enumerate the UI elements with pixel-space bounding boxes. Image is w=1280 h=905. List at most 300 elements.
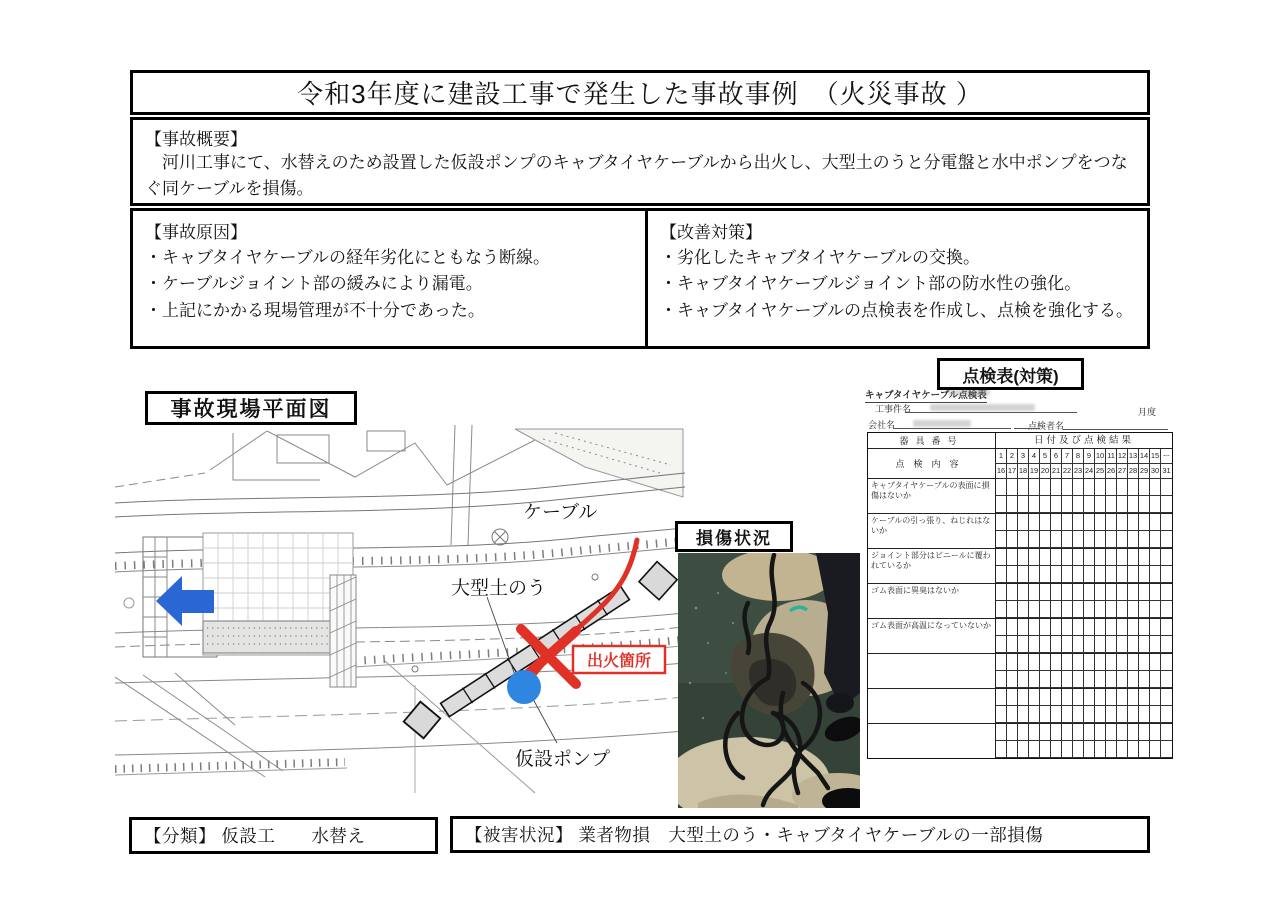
result-cell [1051, 724, 1062, 741]
result-cell [1117, 514, 1128, 531]
result-cell [1062, 584, 1073, 601]
result-cell [1161, 531, 1172, 548]
result-cell [1084, 741, 1095, 758]
fire-point-label: 出火箇所 [586, 653, 652, 670]
inspection-days-header-row [868, 449, 1172, 479]
result-cell [1139, 741, 1150, 758]
result-cell [1007, 654, 1018, 671]
site-plan-label: 事故現場平面図 [170, 398, 332, 421]
day-cell: 15 [1150, 449, 1161, 464]
result-subrow [996, 479, 1172, 496]
result-cell [1150, 724, 1161, 741]
result-cell [1040, 566, 1051, 583]
result-cell [1128, 584, 1139, 601]
result-cell [1128, 636, 1139, 653]
result-cell [1062, 671, 1073, 688]
result-subrow [996, 654, 1172, 671]
result-cell [1095, 706, 1106, 723]
result-cell [1062, 689, 1073, 706]
result-cell [1040, 496, 1051, 513]
equipment-number-header: 器具番号 [868, 433, 996, 449]
result-cell [1051, 479, 1062, 496]
result-cell [1007, 531, 1018, 548]
inspection-label: 点検表(対策) [962, 366, 1059, 386]
result-cell [1007, 724, 1018, 741]
day-cell: ー [1161, 449, 1172, 464]
result-cell [1062, 496, 1073, 513]
result-cell [996, 479, 1007, 496]
result-cell [1117, 654, 1128, 671]
result-subrow [996, 636, 1172, 653]
result-cell [1095, 619, 1106, 636]
pump-leader-line [533, 699, 557, 743]
result-subrow [996, 601, 1172, 618]
result-cell [1051, 671, 1062, 688]
inspector-underline [1063, 429, 1168, 430]
result-cell [1084, 514, 1095, 531]
result-cell [1018, 671, 1029, 688]
result-cell [996, 549, 1007, 566]
result-cell [1018, 566, 1029, 583]
day-cell: 17 [1007, 464, 1018, 479]
result-cell [1062, 619, 1073, 636]
result-cell [1018, 724, 1029, 741]
result-cell [1106, 531, 1117, 548]
inspection-item-text [868, 654, 996, 688]
result-cell [1007, 706, 1018, 723]
result-cell [1084, 706, 1095, 723]
survey-symbols [412, 529, 598, 672]
result-cell [1161, 496, 1172, 513]
result-cell [1095, 496, 1106, 513]
result-cell [996, 514, 1007, 531]
day-cell: 26 [1106, 464, 1117, 479]
result-cell [1128, 689, 1139, 706]
result-cell [1095, 724, 1106, 741]
result-cell [1095, 741, 1106, 758]
result-subrow [996, 741, 1172, 758]
result-cell [1128, 601, 1139, 618]
result-cell [1007, 549, 1018, 566]
result-cell [1007, 636, 1018, 653]
day-cell: 12 [1117, 449, 1128, 464]
result-cell [1106, 689, 1117, 706]
result-cell [1106, 619, 1117, 636]
inspection-item-row [868, 549, 1172, 584]
result-cell [996, 601, 1007, 618]
result-cell [996, 724, 1007, 741]
inspection-item-text [868, 689, 996, 723]
result-cell [1106, 566, 1117, 583]
result-subrow [996, 584, 1172, 601]
result-cell [1117, 479, 1128, 496]
day-cell: 16 [996, 464, 1007, 479]
result-cell [1051, 689, 1062, 706]
result-cell [1139, 654, 1150, 671]
measures-item: ・キャブタイヤケーブルの点検表を作成し、点検を強化する。 [660, 300, 1133, 320]
result-cell [996, 706, 1007, 723]
day-cell: 6 [1051, 449, 1062, 464]
result-cell [1139, 706, 1150, 723]
result-cell [1139, 601, 1150, 618]
fire-point-label-box [573, 646, 665, 673]
result-subrow [996, 724, 1172, 741]
result-subrow [996, 706, 1172, 723]
result-cell [1073, 496, 1084, 513]
result-cell [1139, 566, 1150, 583]
result-cell [1084, 619, 1095, 636]
measures-item: ・劣化したキャブタイヤケーブルの交換。 [660, 248, 980, 267]
day-cell: 31 [1161, 464, 1172, 479]
result-cell [1128, 496, 1139, 513]
result-cell [1161, 601, 1172, 618]
result-cell [1007, 584, 1018, 601]
result-cell [1150, 601, 1161, 618]
result-cell [1073, 724, 1084, 741]
result-cell [1007, 601, 1018, 618]
result-cell [1073, 619, 1084, 636]
result-cell [1095, 671, 1106, 688]
result-cell [1106, 724, 1117, 741]
result-cell [1040, 706, 1051, 723]
result-cell [1073, 531, 1084, 548]
result-cell [1095, 636, 1106, 653]
result-cell [996, 531, 1007, 548]
measures-item: ・キャブタイヤケーブルジョイント部の防水性の強化。 [660, 274, 1082, 294]
result-cell [1117, 724, 1128, 741]
result-cell [1095, 514, 1106, 531]
result-cell [1018, 584, 1029, 601]
result-cell [1139, 479, 1150, 496]
day-cell: 9 [1084, 449, 1095, 464]
day-cell: 14 [1139, 449, 1150, 464]
result-cell [1018, 549, 1029, 566]
result-cell [1150, 479, 1161, 496]
result-cell [1018, 601, 1029, 618]
result-cell [1007, 741, 1018, 758]
cause-heading: 【事故原因】 [145, 223, 247, 242]
result-cell [1007, 566, 1018, 583]
result-subrow [996, 514, 1172, 531]
result-cell [1161, 671, 1172, 688]
result-cells [996, 514, 1172, 548]
result-cell [1018, 706, 1029, 723]
result-cell [1150, 689, 1161, 706]
result-cell [1040, 514, 1051, 531]
day-cell: 11 [1106, 449, 1117, 464]
cable-annotation: ケーブル [523, 502, 598, 523]
day-cell: 28 [1128, 464, 1139, 479]
result-cell [1007, 671, 1018, 688]
damage-status-box [450, 816, 1150, 853]
result-cell [1018, 636, 1029, 653]
inspection-label-box [937, 358, 1084, 390]
result-cell [1029, 531, 1040, 548]
improvement-measures-box [645, 208, 1150, 349]
result-cell [1106, 584, 1117, 601]
inspection-sheet-title: キャブタイヤケーブル点検表 [865, 387, 987, 403]
result-cell [1150, 654, 1161, 671]
day-row [996, 449, 1172, 464]
result-cell [1029, 566, 1040, 583]
result-cell [996, 671, 1007, 688]
date-result-header: 日付及び点検結果 [996, 433, 1172, 449]
result-cell [996, 566, 1007, 583]
result-subrow [996, 619, 1172, 636]
overview-heading: 【事故概要】 [145, 130, 247, 149]
result-cell [1161, 479, 1172, 496]
result-cell [1073, 601, 1084, 618]
day-cell: 22 [1062, 464, 1073, 479]
result-cell [1040, 619, 1051, 636]
result-cells [996, 584, 1172, 618]
result-subrow [996, 549, 1172, 566]
result-cell [1018, 689, 1029, 706]
inspector-field-label: 点検者名 [1028, 421, 1065, 431]
result-cell [1029, 619, 1040, 636]
result-cell [1018, 741, 1029, 758]
result-cell [1084, 549, 1095, 566]
result-cell [1117, 566, 1128, 583]
result-cell [1051, 619, 1062, 636]
result-cell [1073, 706, 1084, 723]
result-cell [1029, 636, 1040, 653]
overview-body: 河川工事にて、水替えのため設置した仮設ポンプのキャブタイヤケーブルから出火し、大型土のうと分電盤と水中ポンプをつなぐ同ケーブルを損傷。 [145, 153, 1128, 199]
result-cell [1029, 706, 1040, 723]
result-cell [1095, 584, 1106, 601]
day-cell: 13 [1128, 449, 1139, 464]
result-cell [1062, 706, 1073, 723]
result-cell [996, 741, 1007, 758]
project-name-field-label: 工事件名 [875, 404, 912, 414]
result-cell [1128, 741, 1139, 758]
day-cell: 10 [1095, 449, 1106, 464]
result-cell [1029, 479, 1040, 496]
result-cell [1073, 479, 1084, 496]
day-cell: 18 [1018, 464, 1029, 479]
result-cells [996, 724, 1172, 758]
damage-photo [678, 553, 860, 808]
result-cell [1029, 741, 1040, 758]
result-cells [996, 654, 1172, 688]
result-cell [1095, 549, 1106, 566]
day-row [996, 464, 1172, 479]
result-cell [1051, 741, 1062, 758]
result-cell [1029, 584, 1040, 601]
result-cell [1117, 636, 1128, 653]
cause-item: ・キャブタイヤケーブルの経年劣化にともなう断線。 [145, 248, 550, 267]
result-cell [1150, 531, 1161, 548]
result-cell [1106, 496, 1117, 513]
cause-item: ・上記にかかる現場管理が不十分であった。 [145, 300, 485, 320]
result-cells [996, 549, 1172, 583]
result-cell [1084, 531, 1095, 548]
day-cell: 7 [1062, 449, 1073, 464]
result-cell [1150, 741, 1161, 758]
result-cell [1139, 584, 1150, 601]
result-cell [1040, 584, 1051, 601]
result-cell [1139, 689, 1150, 706]
result-cell [1084, 601, 1095, 618]
result-cell [1095, 689, 1106, 706]
result-cell [1040, 741, 1051, 758]
result-cell [1073, 636, 1084, 653]
hatched-strip [330, 575, 356, 687]
day-cell: 24 [1084, 464, 1095, 479]
result-cell [1139, 724, 1150, 741]
measures-heading: 【改善対策】 [660, 223, 762, 242]
day-cell: 1 [996, 449, 1007, 464]
result-cell [1128, 479, 1139, 496]
result-cell [1161, 689, 1172, 706]
result-cell [1150, 566, 1161, 583]
result-cell [1106, 741, 1117, 758]
day-cell: 2 [1007, 449, 1018, 464]
result-cell [1051, 706, 1062, 723]
result-cell [1117, 601, 1128, 618]
result-cell [1062, 601, 1073, 618]
site-plan-drawing [115, 425, 685, 795]
result-cell [1128, 671, 1139, 688]
result-cell [1051, 636, 1062, 653]
result-cell [996, 689, 1007, 706]
day-cell: 21 [1051, 464, 1062, 479]
result-cell [1007, 619, 1018, 636]
month-field-label: 月度 [1138, 407, 1157, 417]
result-cell [1084, 479, 1095, 496]
result-cell [1161, 619, 1172, 636]
result-cell [1150, 549, 1161, 566]
inspection-item-row [868, 619, 1172, 654]
result-cell [1040, 601, 1051, 618]
result-cell [1073, 689, 1084, 706]
result-cell [1040, 531, 1051, 548]
result-cell [1051, 654, 1062, 671]
sandbag-annotation: 大型土のう [451, 578, 547, 599]
result-cells [996, 479, 1172, 513]
accident-cause-box [130, 208, 648, 349]
result-cell [996, 496, 1007, 513]
pump-circle-icon [507, 670, 541, 704]
result-cell [1040, 671, 1051, 688]
company-field-label: 会社名 [868, 420, 896, 430]
result-cell [1106, 549, 1117, 566]
result-cell [1128, 706, 1139, 723]
result-cell [1073, 671, 1084, 688]
result-cell [996, 619, 1007, 636]
result-cell [1007, 496, 1018, 513]
result-cell [1150, 496, 1161, 513]
inspection-item-row [868, 654, 1172, 689]
result-cell [1073, 584, 1084, 601]
damage-status-text: 【被害状況】 業者物損 大型土のう・キャブタイヤケーブルの一部損傷 [465, 825, 1044, 845]
result-cell [1040, 689, 1051, 706]
result-cell [996, 584, 1007, 601]
result-cell [1029, 724, 1040, 741]
result-cell [1095, 531, 1106, 548]
result-cell [1062, 479, 1073, 496]
result-cell [1018, 654, 1029, 671]
result-cell [1117, 741, 1128, 758]
damage-label-box [675, 521, 793, 552]
result-cell [1150, 619, 1161, 636]
accident-overview-box [130, 117, 1150, 206]
result-cell [1073, 514, 1084, 531]
result-cell [1062, 549, 1073, 566]
cause-item: ・ケーブルジョイント部の緩みにより漏電。 [145, 274, 483, 294]
document-title: 令和3年度に建設工事で発生した事故事例 （火災事故 ） [297, 79, 983, 109]
day-numbers [996, 449, 1172, 479]
result-cell [1040, 549, 1051, 566]
result-subrow [996, 689, 1172, 706]
result-cell [1073, 549, 1084, 566]
result-cells [996, 619, 1172, 653]
result-cell [1106, 601, 1117, 618]
result-cell [1150, 584, 1161, 601]
result-cell [996, 636, 1007, 653]
result-cell [1139, 514, 1150, 531]
result-cell [1117, 496, 1128, 513]
result-cell [1106, 479, 1117, 496]
result-cell [1040, 479, 1051, 496]
result-cell [1161, 636, 1172, 653]
result-cell [1051, 549, 1062, 566]
result-cell [1007, 689, 1018, 706]
result-cell [1029, 654, 1040, 671]
result-cell [1007, 479, 1018, 496]
result-cell [1161, 549, 1172, 566]
result-cell [1084, 654, 1095, 671]
result-cell [1062, 531, 1073, 548]
result-cell [1161, 741, 1172, 758]
result-cell [1007, 514, 1018, 531]
result-cell [1106, 514, 1117, 531]
result-cell [1051, 566, 1062, 583]
result-cell [1161, 514, 1172, 531]
result-subrow [996, 671, 1172, 688]
site-plan-label-box [145, 391, 357, 425]
result-cell [1128, 531, 1139, 548]
result-cell [1117, 619, 1128, 636]
result-cell [1040, 724, 1051, 741]
result-cell [1161, 566, 1172, 583]
inspection-item-row [868, 689, 1172, 724]
result-cell [1029, 549, 1040, 566]
inspection-item-text [868, 724, 996, 758]
result-cell [1106, 654, 1117, 671]
result-cell [1150, 671, 1161, 688]
result-cell [1018, 531, 1029, 548]
result-cell [1139, 671, 1150, 688]
result-cell [1161, 706, 1172, 723]
result-cell [1018, 479, 1029, 496]
result-cell [1117, 549, 1128, 566]
result-cell [1084, 689, 1095, 706]
result-subrow [996, 566, 1172, 583]
result-subrow [996, 531, 1172, 548]
result-cell [1062, 636, 1073, 653]
result-cell [1139, 496, 1150, 513]
result-subrow [996, 496, 1172, 513]
result-cell [996, 654, 1007, 671]
redacted-text [913, 420, 971, 427]
inspection-grid [867, 432, 1173, 759]
result-cell [1139, 636, 1150, 653]
result-cell [1018, 514, 1029, 531]
result-cell [1084, 496, 1095, 513]
result-cell [1084, 636, 1095, 653]
result-cell [1040, 636, 1051, 653]
